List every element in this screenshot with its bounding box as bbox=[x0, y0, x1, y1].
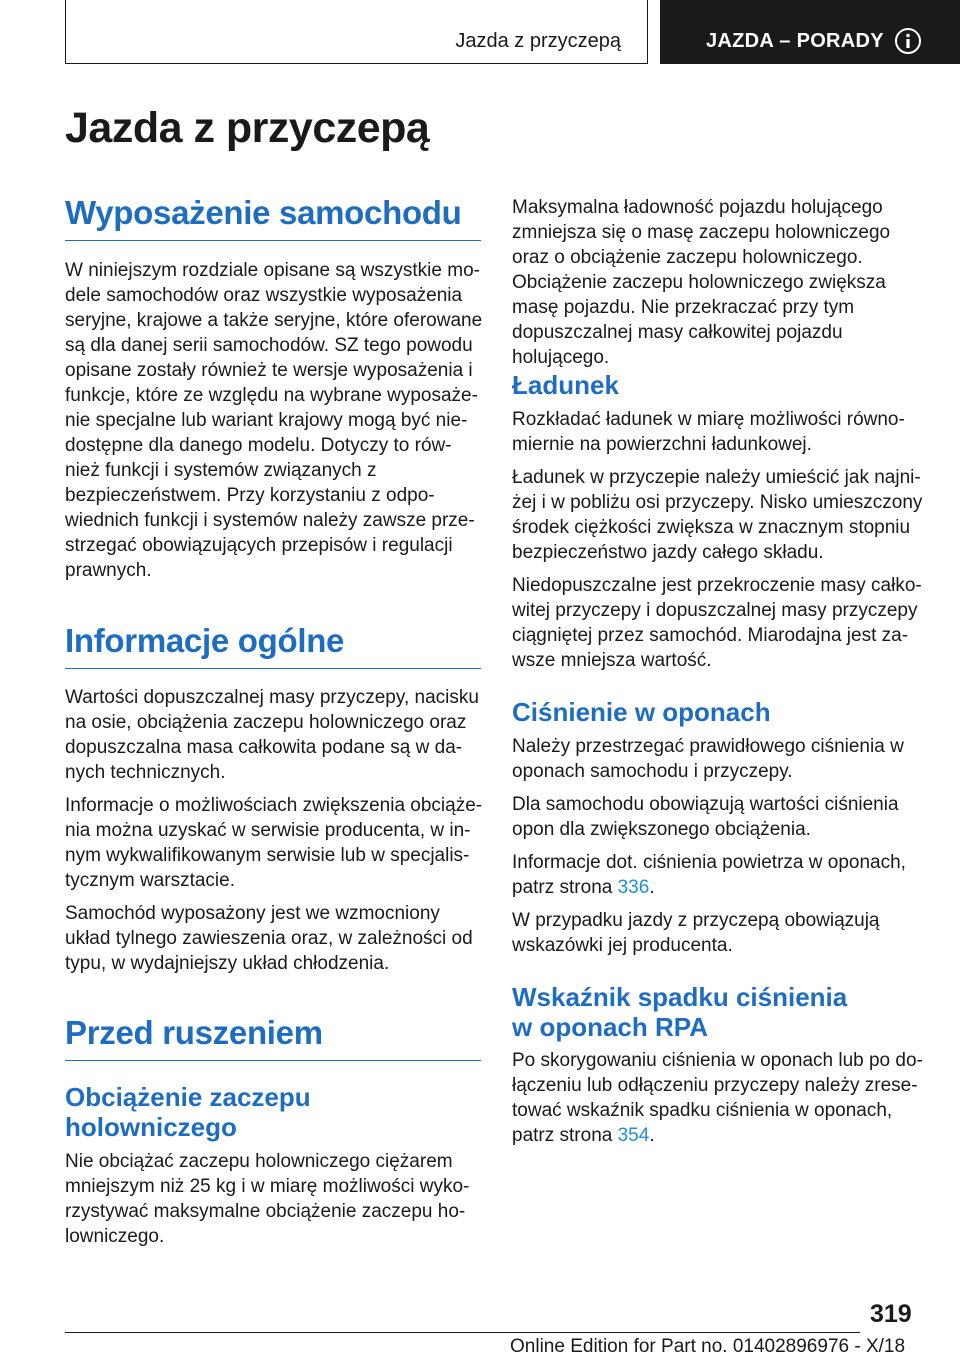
paragraph-informacje-1: Wartości dopuszczalnej masy przyczepy, nacisku na osie, obciążenia zaczepu holowniczego oraz dopuszczalna masa całkowita podane są w da-nych technicznych. bbox=[65, 687, 479, 783]
subheading-rpa-line1: Wskaźnik spadku ciśnienia bbox=[512, 982, 848, 1012]
paragraph-rpa bbox=[512, 1048, 932, 1148]
paragraph-rpa-text: Po skorygowaniu ciśnienia w oponach lub po do-łączeniu lub odłączeniu przyczepy należy zrese-tować wskaźnik spadku ciśnienia w oponach, patrz strona bbox=[512, 1050, 923, 1146]
heading-wyposazenie: Wyposażenie samochodu bbox=[65, 194, 481, 241]
paragraph-ladunek-3: Niedopuszczalne jest przekroczenie masy całko-witej przyczepy i dopuszczalnej masy przyczepy ciągniętej przez samochód. Miarodajna jest za-wsze mniejsza wartość. bbox=[512, 575, 922, 671]
paragraph-informacje-3: Samochód wyposażony jest we wzmocniony układ tylnego zawieszenia oraz, w zależności od typu, w wydajniejszy układ chłodzenia. bbox=[65, 903, 473, 974]
subheading-obciazenie: Obciążenie zaczepu holowniczego bbox=[65, 1082, 311, 1142]
paragraph-wyposazenie: W niniejszym rozdziale opisane są wszystkie mo-dele samochodów oraz wszystkie wyposażenia seryjne, krajowe a także seryjne, które oferowane są dla danej serii samochodów. SZ tego powodu opisane zostały również te wersje wyposażenia i funkcje, które ze względu na wybrane wyposaże-nie specjalne lub wariant krajowy mogą być nie-dostępne dla danego modelu. Dotyczy to rów-nież funkcji i systemów związanych z bezpieczeństwem. Przy korzystaniu z odpo-wiednich funkcji i systemów należy zawsze prze-strzegać obowiązujących przepisów i regulacji prawnych. bbox=[65, 260, 483, 581]
heading-przed-ruszeniem: Przed ruszeniem bbox=[65, 1014, 481, 1061]
paragraph-ladunek-2: Ładunek w przyczepie należy umieścić jak najni-żej i w pobliżu osi przyczepy. Nisko umieszczony środek ciężkości zwiększa w znacznym stopniu bezpieczeństwo jazdy całego składu. bbox=[512, 467, 923, 563]
page-number: 319 bbox=[870, 1300, 912, 1328]
subheading-ladunek: Ładunek bbox=[512, 370, 619, 400]
paragraph-rpa-end: . bbox=[649, 1125, 655, 1146]
header-section-box bbox=[65, 0, 648, 64]
subheading-rpa bbox=[512, 982, 847, 1042]
paragraph-ladunek-1: Rozkładać ładunek w miarę możliwości równo-miernie na powierzchni ładunkowej. bbox=[512, 409, 905, 455]
paragraph-ladownosc: Maksymalna ładowność pojazdu holującego zmniejsza się o masę zaczepu holowniczego oraz o obciążenie zaczepu holowniczego. Obciążenie zaczepu holowniczego zwiększa masę pojazdu. Nie przekraczać przy tym dopuszczalnej masy całkowitej pojazdu holującego. bbox=[512, 197, 891, 368]
page-link-336[interactable]: 336 bbox=[617, 877, 650, 898]
paragraph-cisnienie-3-end: . bbox=[649, 877, 655, 898]
paragraph-cisnienie-3 bbox=[512, 850, 932, 900]
info-icon[interactable] bbox=[894, 27, 922, 55]
header-section-title: Jazda z przyczepą bbox=[455, 30, 621, 52]
subheading-rpa-line2: w oponach RPA bbox=[512, 1012, 708, 1042]
page-title: Jazda z przyczepą bbox=[65, 104, 430, 152]
page-link-354[interactable]: 354 bbox=[617, 1125, 650, 1146]
header-chapter-label: JAZDA – PORADY bbox=[706, 30, 884, 52]
paragraph-cisnienie-1: Należy przestrzegać prawidłowego ciśnienia w oponach samochodu i przyczepy. bbox=[512, 736, 904, 782]
footer-divider bbox=[65, 1332, 860, 1333]
footer-edition: Online Edition for Part no. 01402896976 - X/18 bbox=[510, 1336, 906, 1357]
subheading-cisnienie: Ciśnienie w oponach bbox=[512, 697, 771, 727]
paragraph-obciazenie: Nie obciążać zaczepu holowniczego ciężarem mniejszym niż 25 kg i w miarę możliwości wyko-rzystywać maksymalne obciążenie zaczepu ho-lowniczego. bbox=[65, 1151, 470, 1247]
paragraph-cisnienie-2: Dla samochodu obowiązują wartości ciśnienia opon dla zwiększonego obciążenia. bbox=[512, 794, 899, 840]
heading-informacje: Informacje ogólne bbox=[65, 622, 481, 669]
paragraph-cisnienie-3-text: Informacje dot. ciśnienia powietrza w oponach, patrz strona bbox=[512, 852, 906, 898]
paragraph-cisnienie-4: W przypadku jazdy z przyczepą obowiązują wskazówki jej producenta. bbox=[512, 910, 880, 956]
header-chapter-tab[interactable] bbox=[660, 0, 960, 64]
paragraph-informacje-2: Informacje o możliwościach zwiększenia obciąże-nia można uzyskać w serwisie producenta, w in-nym wykwalifikowanym serwisie lub w specjalis-tycznym warsztacie. bbox=[65, 795, 483, 891]
